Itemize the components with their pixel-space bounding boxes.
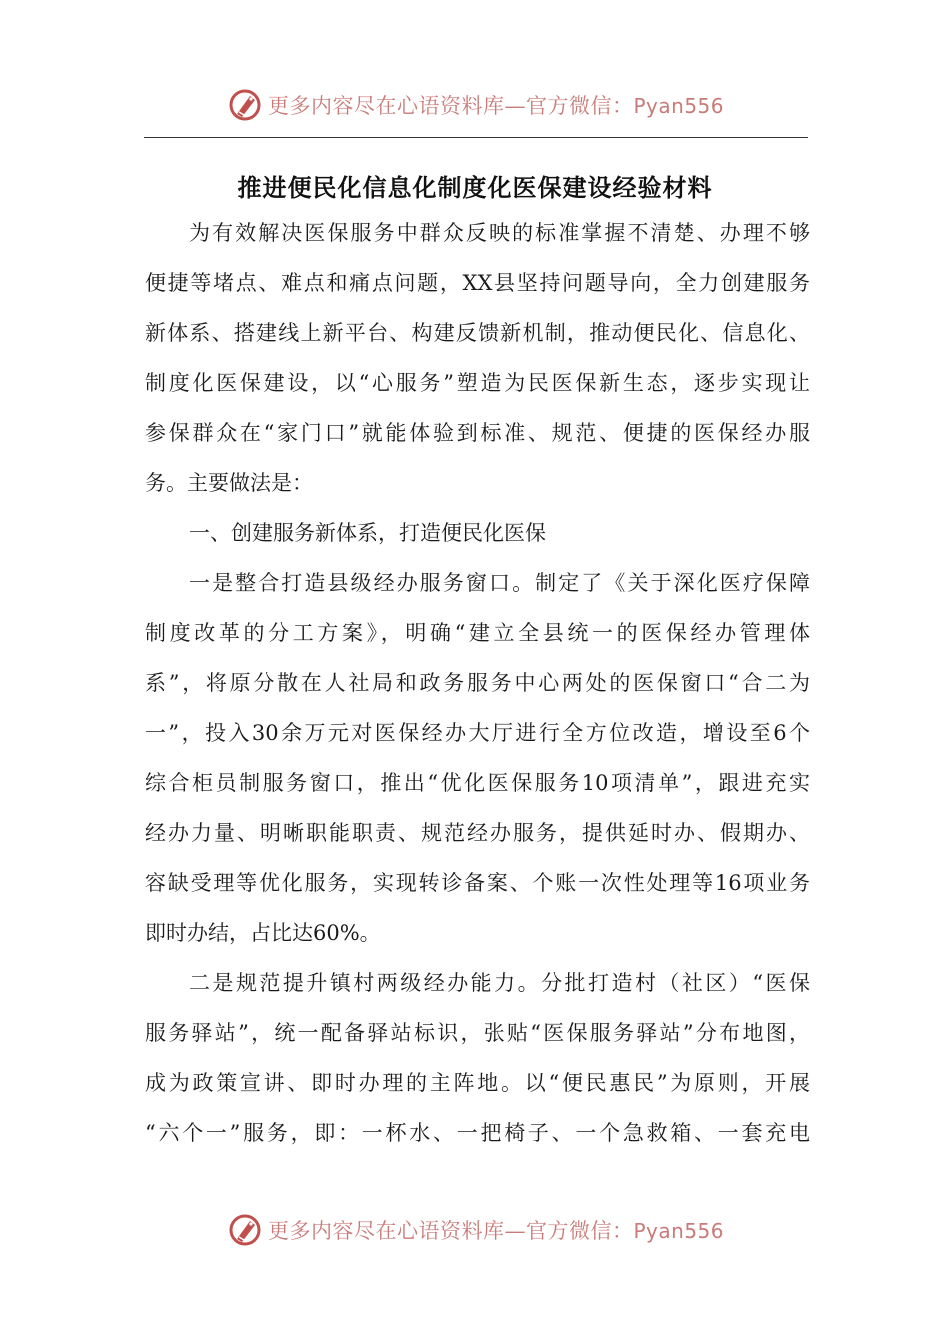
section-heading: 一、创建服务新体系，打造便民化医保 (189, 521, 546, 545)
paragraph-line: 参保群众在“家门口”就能体验到标准、规范、便捷的医保经办服 (145, 421, 810, 445)
paragraph-line: 二是规范提升镇村两级经办能力。分批打造村（社区）“医保 (189, 971, 810, 995)
paragraph-line: 务。主要做法是： (145, 471, 313, 495)
header-watermark (0, 85, 950, 125)
paragraph-line: 综合柜员制服务窗口，推出“优化医保服务10项清单”，跟进充实 (145, 771, 810, 795)
paragraph-line: 一”，投入30余万元对医保经办大厅进行全方位改造，增设至6个 (145, 721, 810, 745)
paragraph-line: 便捷等堵点、难点和痛点问题，XX县坚持问题导向，全力创建服务 (145, 271, 810, 295)
pen-nib-logo-icon (228, 88, 262, 122)
wechat-id: Pyan556 (633, 1219, 725, 1243)
pen-nib-logo-icon (228, 1213, 262, 1247)
footer-watermark (0, 1210, 950, 1250)
paragraph-line: 制度改革的分工方案》，明确“建立全县统一的医保经办管理体 (145, 621, 810, 645)
paragraph-line: 成为政策宣讲、即时办理的主阵地。以“便民惠民”为原则，开展 (145, 1071, 810, 1095)
paragraph-line: 制度化医保建设，以“心服务”塑造为民医保新生态，逐步实现让 (145, 371, 810, 395)
document-title: 推进便民化信息化制度化医保建设经验材料 (237, 173, 713, 202)
paragraph-line: 服务驿站”，统一配备驿站标识，张贴“医保服务驿站”分布地图， (145, 1021, 810, 1045)
paragraph-line: 为有效解决医保服务中群众反映的标准掌握不清楚、办理不够 (189, 221, 810, 245)
paragraph-line: “六个一”服务，即：一杯水、一把椅子、一个急救箱、一套充电 (145, 1121, 810, 1145)
header-rule (144, 137, 808, 138)
watermark-text: 更多内容尽在心语资料库—官方微信：Pyan556 (268, 1219, 725, 1243)
wechat-id: Pyan556 (633, 94, 725, 118)
paragraph-line: 容缺受理等优化服务，实现转诊备案、个账一次性处理等16项业务 (145, 871, 810, 895)
paragraph-line: 经办力量、明晰职能职责、规范经办服务，提供延时办、假期办、 (145, 821, 810, 845)
document-body (145, 208, 810, 1158)
paragraph-line: 一是整合打造县级经办服务窗口。制定了《关于深化医疗保障 (189, 571, 810, 595)
paragraph-line: 新体系、搭建线上新平台、构建反馈新机制，推动便民化、信息化、 (145, 321, 810, 345)
paragraph-line: 系”，将原分散在人社局和政务服务中心两处的医保窗口“合二为 (145, 671, 810, 695)
watermark-text: 更多内容尽在心语资料库—官方微信：Pyan556 (268, 94, 725, 118)
paragraph-line: 即时办结，占比达60%。 (145, 921, 381, 945)
